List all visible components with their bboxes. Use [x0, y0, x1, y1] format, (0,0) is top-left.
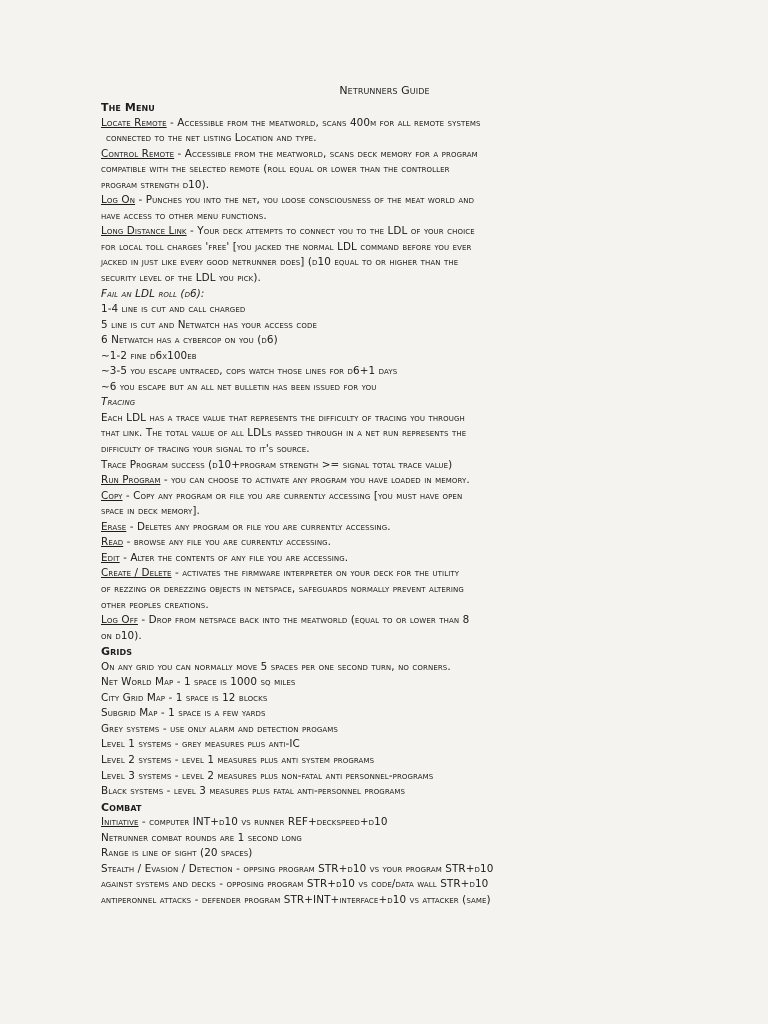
text-line: - you can choose to activate any program you have loaded in memory.	[160, 474, 470, 487]
text-line: that link. The total value of all LDLs passed through in a net run represents the	[101, 427, 467, 440]
list-item: Level 2 systems - level 1 measures plus anti system programs	[101, 753, 375, 766]
text-line: security level of the LDL you pick).	[101, 272, 261, 285]
text-line: - Accessible from the meatworld, scans deck memory for a program	[174, 147, 478, 160]
text-line: - browse any file you are currently accessing.	[123, 536, 332, 549]
text-line: connected to the net listing Location and type.	[106, 132, 317, 145]
list-item: Black systems - level 3 measures plus fatal anti-personnel programs	[101, 785, 406, 798]
entry-log-on	[101, 193, 648, 209]
term-read: Read	[101, 536, 124, 549]
subheading-tracing: Tracing	[101, 396, 136, 409]
term-control-remote: Control Remote	[101, 147, 175, 160]
text-line: program strength d10).	[101, 178, 210, 191]
list-item: ~3-5 you escape untraced, cops watch those lines for d6+1 days	[101, 365, 398, 378]
list-item: Range is line of sight (20 spaces)	[101, 847, 253, 860]
entry-initiative	[101, 815, 648, 831]
list-item: Net World Map - 1 space is 1000 sq miles	[101, 676, 296, 689]
list-item: ~6 you escape but an all net bulletin has been issued for you	[101, 380, 377, 393]
text-line: - Accessible from the meatworld, scans 400m for all remote systems	[166, 116, 481, 129]
entry-control-remote	[101, 147, 648, 163]
list-item: Subgrid Map - 1 space is a few yards	[101, 707, 266, 720]
list-item: antiperonnel attacks - defender program STR+INT+interface+d10 vs attacker (same)	[101, 893, 491, 906]
entry-erase	[101, 520, 648, 536]
subheading-fail-ldl: Fail an LDL roll (d6):	[101, 287, 205, 300]
list-item: Stealth / Evasion / Detection - oppsing program STR+d10 vs your program STR+d10	[101, 862, 494, 875]
text-line: On any grid you can normally move 5 spaces per one second turn, no corners.	[101, 660, 451, 673]
term-copy: Copy	[101, 489, 123, 502]
text-line: have access to other menu functions.	[101, 209, 267, 222]
text-line: space in deck memory].	[101, 505, 200, 518]
section-heading-menu: The Menu	[101, 101, 155, 114]
section-heading-combat: Combat	[101, 800, 142, 814]
list-item: Level 1 systems - grey measures plus anti-IC	[101, 738, 300, 751]
text-line: - Deletes any program or file you are currently accessing.	[126, 520, 391, 533]
list-item: against systems and decks - opposing program STR+d10 vs code/data wall STR+d10	[101, 878, 489, 891]
term-locate-remote: Locate Remote	[101, 116, 167, 129]
text-line: - Alter the contents of any file you are accessing.	[119, 551, 349, 564]
list-item: 6 Netwatch has a cybercop on you (d6)	[101, 334, 278, 347]
list-item: Netrunner combat rounds are 1 second long	[101, 831, 302, 844]
text-line: compatible with the selected remote (roll equal or lower than the controller	[101, 163, 450, 176]
entry-create-delete	[101, 566, 648, 582]
list-item: City Grid Map - 1 space is 12 blocks	[101, 691, 268, 704]
list-item: ~1-2 fine d6x100eb	[101, 349, 197, 362]
list-item: 1-4 line is cut and call charged	[101, 303, 246, 316]
entry-run-program	[101, 473, 648, 489]
text-line: Trace Program success (d10+program strength >= signal total trace value)	[101, 458, 453, 471]
text-line: - activates the firmware interpreter on your deck for the utility	[171, 567, 460, 580]
page-title: Netrunners Guide	[339, 84, 430, 97]
term-initiative: Initiative	[101, 816, 139, 829]
text-line: on d10).	[101, 629, 142, 642]
entry-locate-remote	[101, 116, 648, 132]
term-log-on: Log On	[101, 194, 136, 207]
text-line: difficulty of tracing your signal to it's source.	[101, 443, 310, 456]
text-line: other peoples creations.	[101, 598, 209, 611]
text-line: - Your deck attempts to connect you to the LDL of your choice	[186, 225, 475, 238]
entry-log-off	[101, 613, 648, 629]
entry-copy	[101, 489, 648, 505]
entry-long-distance-link	[101, 224, 648, 240]
text-line: - Drop from netspace back into the meatworld (equal to or lower than 8	[137, 614, 470, 627]
text-line: for local toll charges 'free' [you jacked the normal LDL command before you ever	[101, 240, 472, 253]
term-run-program: Run Program	[101, 474, 161, 487]
term-log-off: Log Off	[101, 614, 138, 627]
section-heading-grids: Grids	[101, 645, 133, 659]
list-item: Grey systems - use only alarm and detection progams	[101, 722, 338, 735]
entry-edit	[101, 551, 648, 567]
term-edit: Edit	[101, 551, 120, 564]
text-line: - Copy any program or file you are currently accessing [you must have open	[122, 489, 463, 502]
text-line: - Punches you into the net, you loose consciousness of the meat world and	[135, 194, 475, 207]
text-line: of rezzing or derezzing objects in netspace, safeguards normally prevent altering	[101, 582, 464, 595]
list-item: 5 line is cut and Netwatch has your access code	[101, 318, 317, 331]
text-line: - computer INT+d10 vs runner REF+deckspeed+d10	[138, 816, 388, 829]
list-item: Level 3 systems - level 2 measures plus non-fatal anti personnel-programs	[101, 769, 434, 782]
entry-read	[101, 535, 648, 551]
term-create-delete: Create / Delete	[101, 567, 172, 580]
term-long-distance-link: Long Distance Link	[101, 225, 187, 238]
text-line: jacked in just like every good netrunner does] (d10 equal to or higher than the	[101, 256, 459, 269]
text-line: Each LDL has a trace value that represents the difficulty of tracing you through	[101, 411, 465, 424]
term-erase: Erase	[101, 520, 127, 533]
